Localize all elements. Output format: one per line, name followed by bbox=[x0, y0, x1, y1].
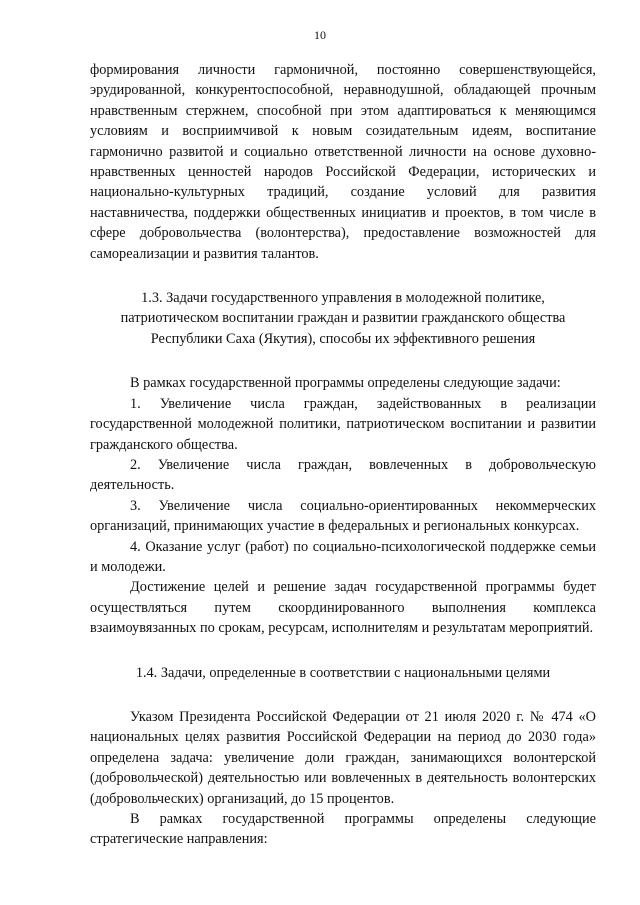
document-body bbox=[90, 60, 596, 850]
paragraph-continuation: формирования личности гармоничной, постоянно совершенствующейся, эрудированной, конкурентоспособной, неравнодушной, обладающей прочным нравственным стержнем, способной при этом адаптироваться к меняющимся условиям и восприимчивой к новым созидательным идеям, воспитание гармонично развитой и социально ответственной личности на основе духовно-нравственных ценностей народов Российской Федерации, исторических и национально-культурных традиций, создание условий для развития наставничества, поддержки общественных инициатив и проектов, в том числе в сфере добровольчества (волонтерства), предоставление возможностей для самореализации и развития талантов. bbox=[90, 62, 596, 262]
tasks-intro-paragraph: В рамках государственной программы определены следующие задачи: bbox=[130, 375, 561, 392]
directions-intro-paragraph: В рамках государственной программы определены следующие стратегические направления: bbox=[90, 811, 596, 848]
section-heading-1-3-line-1: 1.3. Задачи государственного управления в молодежной политике, bbox=[141, 290, 545, 307]
achievement-paragraph: Достижение целей и решение задач государственной программы будет осуществляться путем скоординированного выполнения комплекса взаимоувязанных по срокам, ресурсам, исполнителям и результатам мероприятий. bbox=[90, 579, 596, 637]
task-item-4: 4. Оказание услуг (работ) по социально-психологической поддержке семьи и молодежи. bbox=[90, 538, 596, 575]
task-item-3: 3. Увеличение числа социально-ориентированных некоммерческих организаций, принимающих участие в федеральных и региональных конкурсах. bbox=[90, 497, 596, 535]
decree-paragraph: Указом Президента Российской Федерации от 21 июля 2020 г. № 474 «О национальных целях развития Российской Федерации на период до 2030 года» определена задача: увеличение доли граждан, занимающихся волонтерской (добровольческой) деятельностью или вовлеченных в деятельность волонтерских (добровольческих) организаций, до 15 процентов. bbox=[90, 708, 596, 807]
task-item-2: 2. Увеличение числа граждан, вовлеченных в добровольческую деятельность. bbox=[90, 456, 596, 494]
page-number: 10 bbox=[314, 28, 326, 42]
section-heading-1-3-line-2: патриотическом воспитании граждан и развитии гражданского общества bbox=[120, 310, 566, 327]
section-heading-1-4: 1.4. Задачи, определенные в соответствии с национальными целями bbox=[135, 664, 551, 681]
section-heading-1-3-line-3: Республики Саха (Якутия), способы их эффективного решения bbox=[150, 330, 536, 347]
task-item-1: 1. Увеличение числа граждан, задействованных в реализации государственной молодежной политики, патриотическом воспитании и развитии гражданского общества. bbox=[90, 395, 596, 453]
